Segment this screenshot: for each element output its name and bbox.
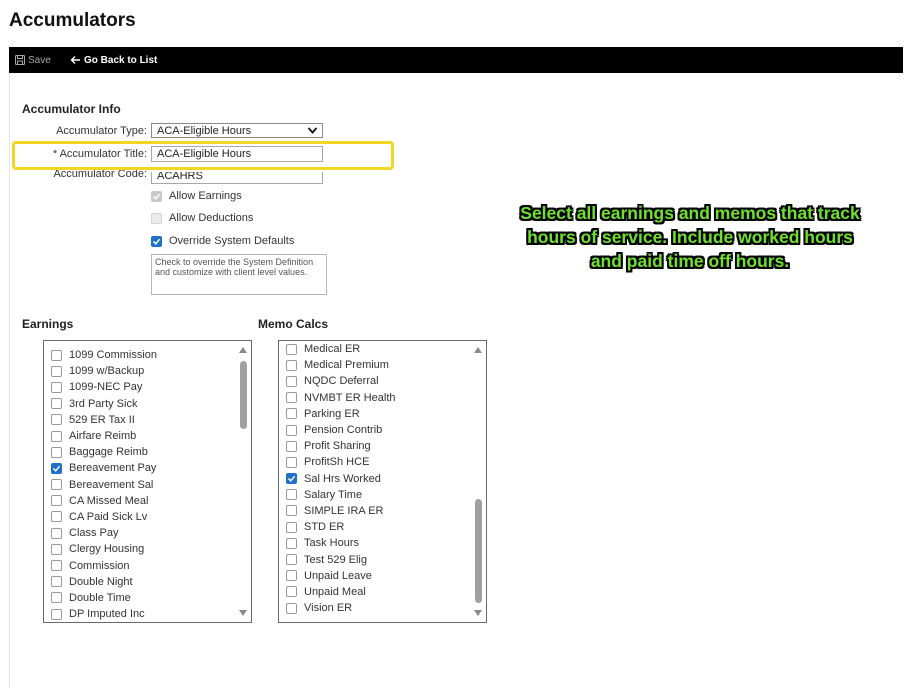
list-item-label: Task Hours xyxy=(304,537,360,550)
list-item-checkbox[interactable] xyxy=(286,376,297,387)
list-item-checkbox[interactable] xyxy=(286,522,297,533)
list-item[interactable] xyxy=(279,535,470,551)
list-item-checkbox[interactable] xyxy=(51,431,62,442)
list-item-checkbox[interactable] xyxy=(51,511,62,522)
list-item[interactable] xyxy=(279,551,470,567)
list-item[interactable] xyxy=(44,444,235,460)
list-item-checkbox[interactable] xyxy=(286,505,297,516)
list-item-label: Salary Time xyxy=(304,488,363,501)
check-icon xyxy=(152,237,161,246)
list-item-label: SIMPLE IRA ER xyxy=(304,504,384,517)
list-item-checkbox[interactable] xyxy=(51,463,62,474)
accumulator-code-input[interactable]: ACAHRS xyxy=(151,172,323,184)
list-item[interactable] xyxy=(279,454,470,470)
list-item-checkbox[interactable] xyxy=(286,473,297,484)
allow-deductions-label: Allow Deductions xyxy=(169,212,254,224)
list-item-checkbox[interactable] xyxy=(51,495,62,506)
go-back-button[interactable] xyxy=(70,52,157,68)
list-item-checkbox[interactable] xyxy=(286,603,297,614)
list-item[interactable] xyxy=(279,519,470,535)
scrollbar-thumb[interactable] xyxy=(240,361,247,429)
list-item-label: Profit Sharing xyxy=(304,440,371,453)
memo-calcs-heading: Memo Calcs xyxy=(258,317,329,331)
list-item-label: Class Pay xyxy=(69,527,119,540)
scroll-down-arrow-icon[interactable] xyxy=(239,610,247,616)
override-help-text: Check to override the System Definition and customize with client level values. xyxy=(151,254,327,295)
save-button[interactable] xyxy=(15,52,51,68)
list-item-checkbox[interactable] xyxy=(51,350,62,361)
highlight-box xyxy=(12,141,394,170)
list-item-checkbox[interactable] xyxy=(286,570,297,581)
list-item[interactable] xyxy=(44,493,235,509)
list-item-label: DP Imputed Inc xyxy=(69,608,145,621)
arrow-left-icon xyxy=(70,55,81,65)
override-defaults-label: Override System Defaults xyxy=(169,235,295,247)
list-item-checkbox[interactable] xyxy=(286,554,297,565)
memo-calcs-scrollbar[interactable] xyxy=(470,341,486,622)
list-item[interactable] xyxy=(279,390,470,406)
list-item-label: 3rd Party Sick xyxy=(69,397,138,410)
list-item-checkbox[interactable] xyxy=(286,360,297,371)
accumulator-code-label: Accumulator Code: xyxy=(53,168,147,180)
list-item-label: Bereavement Sal xyxy=(69,478,154,491)
list-item[interactable] xyxy=(44,509,235,525)
list-item-label: NVMBT ER Health xyxy=(304,391,396,404)
list-item[interactable] xyxy=(279,600,470,616)
list-item[interactable] xyxy=(44,606,235,622)
accumulator-type-value: ACA-Eligible Hours xyxy=(157,124,252,137)
list-item-checkbox[interactable] xyxy=(51,382,62,393)
scroll-up-arrow-icon[interactable] xyxy=(474,347,482,353)
instruction-annotation: Select all earnings and memos that track hours of service. Include worked hours and paid time off hours. xyxy=(520,203,860,271)
earnings-scrollbar[interactable] xyxy=(235,341,251,622)
list-item-label: Baggage Reimb xyxy=(69,446,148,459)
list-item[interactable] xyxy=(279,568,470,584)
list-item-checkbox[interactable] xyxy=(51,592,62,603)
accumulator-type-select[interactable] xyxy=(151,123,323,138)
list-item-checkbox[interactable] xyxy=(286,441,297,452)
go-back-label: Go Back to List xyxy=(84,54,158,66)
earnings-listbox[interactable] xyxy=(43,340,252,623)
accumulator-type-label: Accumulator Type: xyxy=(56,125,147,137)
list-item[interactable] xyxy=(279,471,470,487)
list-item-label: Double Time xyxy=(69,591,131,604)
list-item[interactable] xyxy=(44,477,235,493)
list-item-label: Test 529 Elig xyxy=(304,553,367,566)
list-item-checkbox[interactable] xyxy=(51,366,62,377)
list-item-label: Pension Contrib xyxy=(304,424,383,437)
list-item[interactable] xyxy=(44,412,235,428)
list-item-label: Clergy Housing xyxy=(69,543,145,556)
list-item-label: 529 ER Tax II xyxy=(69,413,135,426)
list-item-checkbox[interactable] xyxy=(286,392,297,403)
list-item[interactable] xyxy=(44,396,235,412)
allow-deductions-checkbox[interactable] xyxy=(151,212,253,224)
page-title: Accumulators xyxy=(9,10,136,31)
list-item[interactable] xyxy=(44,428,235,444)
list-item-checkbox[interactable] xyxy=(51,414,62,425)
check-icon xyxy=(52,464,61,473)
allow-earnings-box xyxy=(151,191,162,202)
allow-earnings-label: Allow Earnings xyxy=(169,190,242,202)
list-item-checkbox[interactable] xyxy=(51,398,62,409)
list-item-checkbox[interactable] xyxy=(286,538,297,549)
list-item-label: Vision ER xyxy=(304,602,353,615)
list-item[interactable] xyxy=(279,584,470,600)
list-item[interactable] xyxy=(44,460,235,476)
list-item-label: Sal Hrs Worked xyxy=(304,472,381,485)
list-item-checkbox[interactable] xyxy=(51,576,62,587)
accumulator-info-heading: Accumulator Info xyxy=(22,102,121,116)
list-item[interactable] xyxy=(44,347,235,363)
list-item-checkbox[interactable] xyxy=(286,489,297,500)
list-item-checkbox[interactable] xyxy=(286,408,297,419)
list-item-label: CA Missed Meal xyxy=(69,494,149,507)
list-item-label: 1099-NEC Pay xyxy=(69,381,143,394)
earnings-list xyxy=(44,347,235,622)
earnings-heading: Earnings xyxy=(22,317,74,331)
chevron-down-icon xyxy=(307,126,318,135)
list-item[interactable] xyxy=(279,422,470,438)
list-item[interactable] xyxy=(44,574,235,590)
list-item-checkbox[interactable] xyxy=(51,447,62,458)
allow-deductions-box xyxy=(151,213,162,224)
list-item-label: CA Paid Sick Lv xyxy=(69,510,148,523)
list-item[interactable] xyxy=(279,406,470,422)
list-item[interactable] xyxy=(279,357,470,373)
list-item-label: Parking ER xyxy=(304,407,360,420)
accumulator-title-label: * Accumulator Title: xyxy=(52,148,147,160)
list-item-label: Medical Premium xyxy=(304,359,389,372)
list-item-label: ProfitSh HCE xyxy=(304,456,370,469)
list-item[interactable] xyxy=(279,487,470,503)
allow-earnings-checkbox[interactable] xyxy=(151,190,242,202)
list-item-checkbox[interactable] xyxy=(51,544,62,555)
list-item-label: Commission xyxy=(69,559,130,572)
save-icon xyxy=(15,55,25,65)
memo-calcs-listbox[interactable] xyxy=(278,340,487,623)
override-defaults-box xyxy=(151,236,162,247)
list-item-checkbox[interactable] xyxy=(286,425,297,436)
list-item-label: Medical ER xyxy=(304,343,361,356)
list-item[interactable] xyxy=(44,590,235,606)
list-item-checkbox[interactable] xyxy=(51,479,62,490)
check-icon xyxy=(287,474,296,483)
list-item-label: Double Night xyxy=(69,575,133,588)
check-icon xyxy=(152,192,161,201)
save-label: Save xyxy=(28,54,51,66)
list-item-label: 1099 Commission xyxy=(69,349,158,362)
list-item[interactable] xyxy=(44,379,235,395)
list-item[interactable] xyxy=(44,541,235,557)
content-border xyxy=(9,73,10,688)
list-item-label: Unpaid Leave xyxy=(304,569,372,582)
list-item-label: Unpaid Meal xyxy=(304,585,366,598)
scroll-up-arrow-icon[interactable] xyxy=(239,347,247,353)
override-defaults-checkbox[interactable] xyxy=(151,235,294,247)
list-item-checkbox[interactable] xyxy=(51,609,62,620)
list-item-label: Airfare Reimb xyxy=(69,430,137,443)
toolbar xyxy=(9,47,903,73)
list-item[interactable] xyxy=(44,557,235,573)
list-item-checkbox[interactable] xyxy=(286,457,297,468)
list-item-label: NQDC Deferral xyxy=(304,375,379,388)
list-item[interactable] xyxy=(44,363,235,379)
list-item-checkbox[interactable] xyxy=(51,528,62,539)
list-item[interactable] xyxy=(279,503,470,519)
scroll-down-arrow-icon[interactable] xyxy=(474,610,482,616)
list-item-checkbox[interactable] xyxy=(286,344,297,355)
list-item-label: Bereavement Pay xyxy=(69,462,157,475)
list-item-label: STD ER xyxy=(304,521,345,534)
list-item[interactable] xyxy=(279,341,470,357)
list-item[interactable] xyxy=(44,525,235,541)
list-item[interactable] xyxy=(279,438,470,454)
scrollbar-thumb[interactable] xyxy=(475,499,482,603)
list-item-label: 1099 w/Backup xyxy=(69,365,145,378)
list-item[interactable] xyxy=(279,373,470,389)
list-item-checkbox[interactable] xyxy=(286,586,297,597)
list-item-checkbox[interactable] xyxy=(51,560,62,571)
memo-calcs-list xyxy=(279,341,470,616)
